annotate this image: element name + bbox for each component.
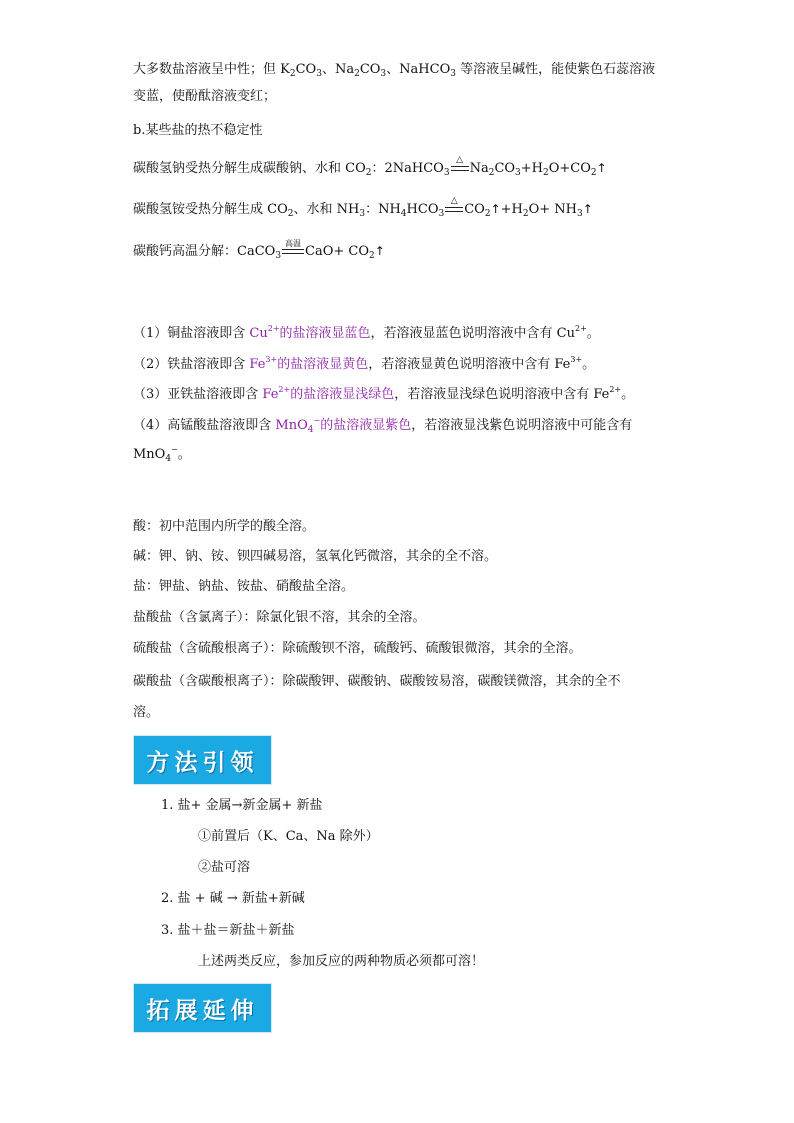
method-item: 1. 盐+ 金属→新金属+ 新盐 [161, 798, 323, 813]
reaction-condition: △ [445, 201, 463, 215]
solubility-rule: 碳酸盐（含碳酸根离子）：除碳酸钾、碳酸钠、碳酸铵易溶，碳酸镁微溶，其余的全不 [133, 674, 621, 689]
method-badge: 方法引领 [133, 735, 272, 785]
solubility-rule: 碱：钾、钠、铵、钡四碱易溶，氢氧化钙微溶，其余的全不溶。 [133, 549, 498, 564]
color-item: （4）高锰酸盐溶液即含 MnO$_4$−的盐溶液显紫色，若溶液显浅紫色说明溶液中可能含有 [133, 416, 633, 435]
color-item: （3）亚铁盐溶液即含 $Fe^{2+}$的盐溶液显浅绿色，若溶液显浅绿色说明溶液中含有 $Fe^{2+}$。 [133, 385, 635, 402]
method-subitem: ①前置后（K、Ca、Na 除外） [198, 829, 379, 844]
extend-badge: 拓展延伸 [133, 983, 272, 1033]
solubility-rule: 硫酸盐（含硫酸根离子）：除硫酸钡不溶，硫酸钙、硫酸银微溶，其余的全溶。 [133, 641, 582, 656]
solubility-rule: 盐酸盐（含氯离子）：除氯化银不溶，其余的全溶。 [133, 610, 426, 625]
up-arrow-icon: ↑ [490, 202, 501, 216]
up-arrow-icon: ↑ [582, 202, 593, 216]
color-item: MnO$_4$−。 [133, 445, 191, 464]
equation-line: 碳酸氢钠受热分解生成碳酸钠、水和 $CO_2$：2NaHCO$_3$ △ $Na_2CO_3+H_2O+CO_2↑$ [133, 155, 607, 178]
text-line: 变蓝，使酚酞溶液变红； [133, 89, 277, 104]
equation-line: 碳酸氢铵受热分解生成 $CO_2$、水和 $NH_3$：$NH_4HCO_3$ △ $CO_2↑+H_2O+$ $NH_3↑$ [133, 196, 593, 219]
method-subitem: ②盐可溶 [198, 860, 251, 875]
color-item: （2）铁盐溶液即含 $Fe^{3+}$的盐溶液显黄色，若溶液显黄色说明溶液中含有 $Fe^{3+}$。 [133, 355, 596, 372]
solubility-rule: 溶。 [133, 705, 160, 720]
method-note: 上述两类反应，参加反应的两种物质必须都可溶！ [198, 954, 485, 969]
method-item: 3. 盐＋盐＝新盐＋新盐 [161, 923, 295, 938]
reaction-condition: 高温 [282, 243, 304, 257]
equation-line: 碳酸钙高温分解：CaCO$_3$ 高温 $CaO+ CO_2↑$ [133, 239, 385, 261]
solubility-rule: 酸：初中范围内所学的酸全溶。 [133, 519, 316, 534]
solubility-rule: 盐：钾盐、钠盐、铵盐、硝酸盐全溶。 [133, 579, 355, 594]
up-arrow-icon: ↑ [596, 161, 607, 175]
text-line: 大多数盐溶液呈中性；但 $K_2CO_3$、$Na_2CO_3$、NaHCO$_3$ 等溶液呈碱性，能使紫色石蕊溶液 [133, 62, 656, 79]
section-heading: b.某些盐的热不稳定性 [133, 123, 263, 138]
color-item: （1）铜盐溶液即含 $Cu^{2+}$的盐溶液显蓝色，若溶液显蓝色说明溶液中含有 $Cu^{2+}$。 [133, 324, 600, 341]
up-arrow-icon: ↑ [374, 244, 385, 258]
method-item: 2. 盐 + 碱 → 新盐+新碱 [161, 891, 305, 906]
reaction-condition: △ [451, 160, 469, 174]
